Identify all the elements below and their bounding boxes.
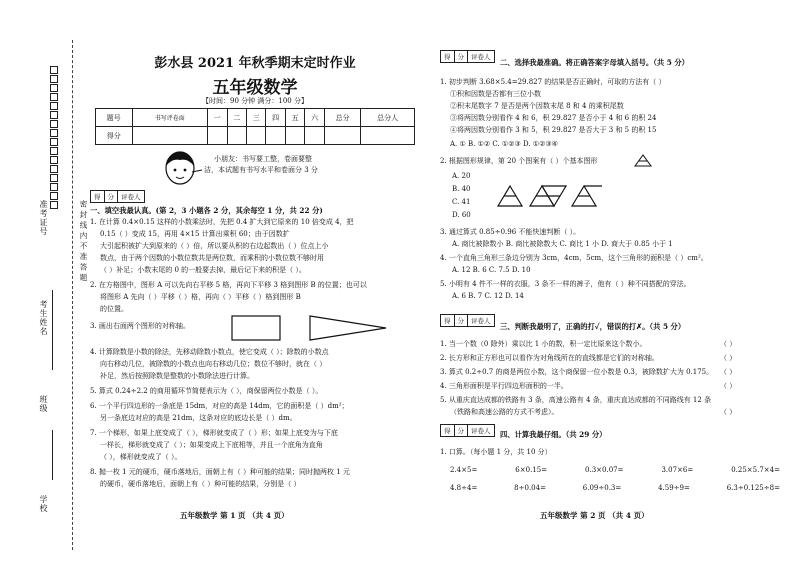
question-text: 0.15（ ）变成 15，再用 4×15 计算出乘积 60；由于因数扩: [100, 230, 290, 238]
grader-cell: 分: [455, 425, 469, 436]
option-text: D. 60: [452, 211, 471, 219]
score-header: 三: [246, 109, 265, 127]
question-text: 3. 通过算式 0.85÷0.96 不能快速判断（ ）。: [440, 228, 581, 236]
exam-number-boxes[interactable]: [50, 66, 58, 209]
score-cell[interactable]: [227, 127, 246, 145]
grader-cell: 分: [105, 191, 119, 202]
option-text: ④将两因数分别看作 3 和 5，积 29.827 是否大于 3 和 5 的积 15: [450, 126, 657, 134]
question-text: 4. 计算除数是小数的除法，先移动除数小数点，使它变成（ ）；除数的小数点: [90, 348, 329, 356]
score-cell[interactable]: [305, 127, 324, 145]
calc-item: 6.09÷0.3=: [582, 484, 622, 492]
option-choices: A. 6 B. 7 C. 12 D. 14: [452, 292, 524, 300]
student-name-label: 考生姓名: [39, 300, 48, 336]
option-choices: A. 商比被除数小 B. 商比被除数大 C. 商比 1 小 D. 商大于 0.85 小于 1: [452, 240, 673, 248]
grader-box: [440, 50, 495, 63]
judge-item: 2. 长方形和正方形也可以看作为对角线所在的直线都是它们的对称轴。: [440, 354, 659, 362]
judge-item: 3. 算式 0.2÷0.7 的商是两位小数，这个商保留一位小数是 0.3，被除数扩大为 0.175。: [440, 368, 714, 376]
name-write-line[interactable]: [52, 290, 53, 370]
question-text: 2. 根据图形规律，第 20 个图案有（ ）个基本图形: [440, 157, 598, 165]
judge-item: 5. 从重庆直达成都的铁路有 3 条，高速公路有 4 条，重庆直达成都的不同路线有 12 条: [440, 396, 712, 404]
question-text: 一样长，梯形就变成了（ ）；如果变成上下底相等，并且一个底角为直角: [100, 441, 323, 449]
school-label: 学校: [39, 495, 48, 513]
grader-cell: 得: [441, 51, 455, 62]
tip-line: 洁，本试题有书写水平和卷面分 3 分: [204, 166, 318, 174]
grader-box: [440, 424, 495, 437]
calc-item: 6×0.15=: [515, 466, 548, 474]
question-text: 1. 口算。（每小题 1 分，共 10 分）: [440, 448, 552, 456]
score-cell[interactable]: [285, 127, 304, 145]
question-text: 向右移动几位，被除数的小数点也向右移动几位；数位不够时，就在（ ）: [100, 360, 327, 368]
question-text: 的硬币，硬币落地后，面朝上有（ ）种可能的结果，分别是（ ）: [100, 480, 301, 488]
grader-box: [440, 314, 495, 327]
question-text: （ ），梯形就变成了（ ）。: [100, 453, 182, 461]
symmetry-shapes: [226, 312, 396, 342]
score-header: 二: [227, 109, 246, 127]
option-text: A. 20: [452, 172, 471, 180]
calc-item: 3.07×6=: [661, 466, 694, 474]
score-cell[interactable]: [266, 127, 285, 145]
grader-cell: 得: [441, 425, 455, 436]
option-text: ③将两因数分别看作 4 和 6，积 29.827 是否小于 4 和 6 的积 24: [450, 114, 657, 122]
option-text: C. 41: [452, 198, 471, 206]
grader-cell: 评卷人: [471, 427, 491, 435]
no-answer-note: 密封线内不准答题: [79, 200, 88, 284]
score-header: 总分人: [361, 109, 415, 127]
score-cell[interactable]: [208, 127, 227, 145]
grader-box: [90, 190, 145, 203]
calc-item: 0.3×0.07=: [585, 466, 624, 474]
class-write-line[interactable]: [52, 430, 53, 480]
judge-answer[interactable]: （ ）: [720, 354, 737, 362]
score-header: 总分: [324, 109, 361, 127]
score-cell[interactable]: [246, 127, 265, 145]
triangle-shape: [310, 316, 386, 340]
question-text: 补足，然后按照除数是整数的小数除法进行计算。: [100, 372, 254, 380]
calc-item: 8÷0.04=: [514, 484, 546, 492]
question-text: 1. 初步判断 3.68×5.4=29.827 的结果是否正确时，可取的方法有（ ）: [440, 78, 666, 86]
question-text: 4. 一个直角三角形三条边分别为 3cm，4cm，5cm，这个三角形的面积是（ ）cm²。: [440, 254, 708, 262]
score-header: 书写评卷面: [132, 109, 208, 127]
class-label: 班级: [39, 395, 48, 413]
option-text: ②积末尾数字 7 是否是两个因数末尾 8 和 4 的乘积尾数: [450, 102, 624, 110]
judge-item: （铁路和高速公路的方式不考虑）。: [450, 408, 559, 416]
basic-shape-icon: [633, 153, 653, 169]
grader-cell: 评卷人: [471, 53, 491, 61]
score-header: 一: [208, 109, 227, 127]
question-text: 另一条底边对应的高是 21dm，这条对应的底边长是（ ）dm。: [100, 414, 297, 422]
grader-cell: 得: [441, 315, 455, 326]
score-row-label: 得分: [96, 127, 133, 145]
question-text: 将图形 A 先向（ ）平移（ ）格，再向（ ）平移（ ）格到图形 B: [100, 293, 301, 301]
question-text: （ ）补足；小数末尾的 0 的一般要去掉，最后记下来的积是（ ）。: [100, 266, 306, 274]
question-text: 1. 在计算 0.4×0.15 这样的小数乘法时，先把 0.4 扩大到它原来的 10 倍变成 4，把: [90, 218, 354, 226]
calc-item: 0.25×5.7×4=: [731, 466, 780, 474]
score-header: 四: [266, 109, 285, 127]
exam-title: 彭水县 2021 年秋季期末定时作业: [154, 56, 356, 71]
question-text: 3. 画出右面两个图形的对称轴。: [90, 322, 190, 330]
page-footer: 五年级数学 第 2 页 （共 4 页）: [540, 511, 649, 520]
judge-answer[interactable]: （ ）: [720, 340, 737, 348]
girl-illustration: [158, 148, 204, 188]
calc-item: 2.4×5=: [450, 466, 478, 474]
rectangle-shape: [232, 316, 280, 340]
judge-answer[interactable]: （ ）: [720, 382, 737, 390]
question-text: 大引起积被扩大到原来的（ ）倍，所以要从积的右边起数出（ ）位点上小: [100, 242, 329, 250]
judge-answer[interactable]: （ ）: [720, 368, 737, 376]
option-choices: A. 12 B. 6 C. 7.5 D. 10: [452, 266, 531, 274]
question-text: 数点，由于两个因数的小数位数共是两位数，而乘积的小数位数不够时用: [100, 254, 324, 262]
score-table: [95, 108, 415, 145]
question-text: 2. 在方格图中，图形 A 可以先向右平移 5 格，再向下平移 3 格到图形 B 的位置；也可以: [90, 281, 367, 289]
section-2-heading: 二、选择我最准确。将正确答案字母填入括号。（共 5 分）: [500, 58, 689, 67]
question-text: 5. 小明有 4 件不一样的衣服，3 条不一样的裤子，他有（ ）种不同搭配的穿法。: [440, 280, 691, 288]
grader-cell: 得: [91, 191, 105, 202]
score-header: 题号: [96, 109, 133, 127]
subject-title: 五年级数学: [212, 78, 298, 98]
pattern-figure: [494, 180, 604, 210]
page-footer: 五年级数学 第 1 页 （共 4 页）: [180, 511, 289, 520]
section-4-heading: 四、计算我最仔细。（共 29 分）: [500, 430, 607, 439]
question-text: 6. 一个平行四边形的一条底是 15dm，对应的高是 14dm，它的面积是（ ）dm²；: [90, 402, 349, 410]
score-cell[interactable]: [132, 127, 208, 145]
score-cell[interactable]: [324, 127, 361, 145]
score-header: 五: [285, 109, 304, 127]
grader-cell: 分: [455, 315, 469, 326]
grader-cell: 评卷人: [121, 193, 141, 201]
judge-answer[interactable]: （ ）: [720, 408, 737, 416]
calc-row: [450, 484, 780, 493]
calc-row: [450, 466, 780, 475]
exam-number-label: 准考证号: [39, 200, 48, 236]
score-header: 六: [305, 109, 324, 127]
option-text: B. 40: [452, 185, 471, 193]
seal-dashed-line: [72, 40, 73, 550]
question-text: 5. 算式 0.24÷2.2 的商用循环节简便表示为（ ），商保留两位小数是（ ）。: [90, 387, 323, 395]
question-text: 7. 一个梯形，如果上底变成了（ ），梯形就变成了（ ）形；如果上底变为与下底: [90, 429, 338, 437]
exam-meta: 【时间：90 分钟 满分：100 分】: [202, 97, 308, 105]
judge-item: 4. 三角形面积是平行四边形面积的一半。: [440, 382, 568, 390]
option-text: ①积和因数是否都有三位小数: [450, 90, 541, 98]
grader-cell: 分: [455, 51, 469, 62]
score-cell[interactable]: [361, 127, 415, 145]
calc-item: 6.3÷0.125÷8=: [726, 484, 780, 492]
question-text: 8. 抛一枚 1 元的硬币，硬币落地后，面朝上有（ ）种可能的结果；同时抛两枚 1 元: [90, 468, 350, 476]
section-1-heading: 一、填空我最认真。(第 2，3 小题各 2 分，其余每空 1 分，共 22 分): [90, 206, 323, 215]
judge-item: 1. 当一个数（0 除外）乘以比 1 小的数，积一定比原来这个数小。: [440, 340, 647, 348]
section-3-heading: 三、判断我最明了，正确的打✓，错误的打✗。（共 5 分）: [500, 322, 686, 331]
tip-line: 小朋友：书写要工整，卷面要整: [214, 155, 312, 163]
question-text: 的位置。: [100, 305, 128, 313]
calc-item: 4.8÷4=: [450, 484, 478, 492]
option-choices: A. ① B. ①② C. ①②③ D. ①②③④: [450, 140, 558, 148]
calc-item: 4.59÷9=: [658, 484, 690, 492]
grader-cell: 评卷人: [471, 317, 491, 325]
